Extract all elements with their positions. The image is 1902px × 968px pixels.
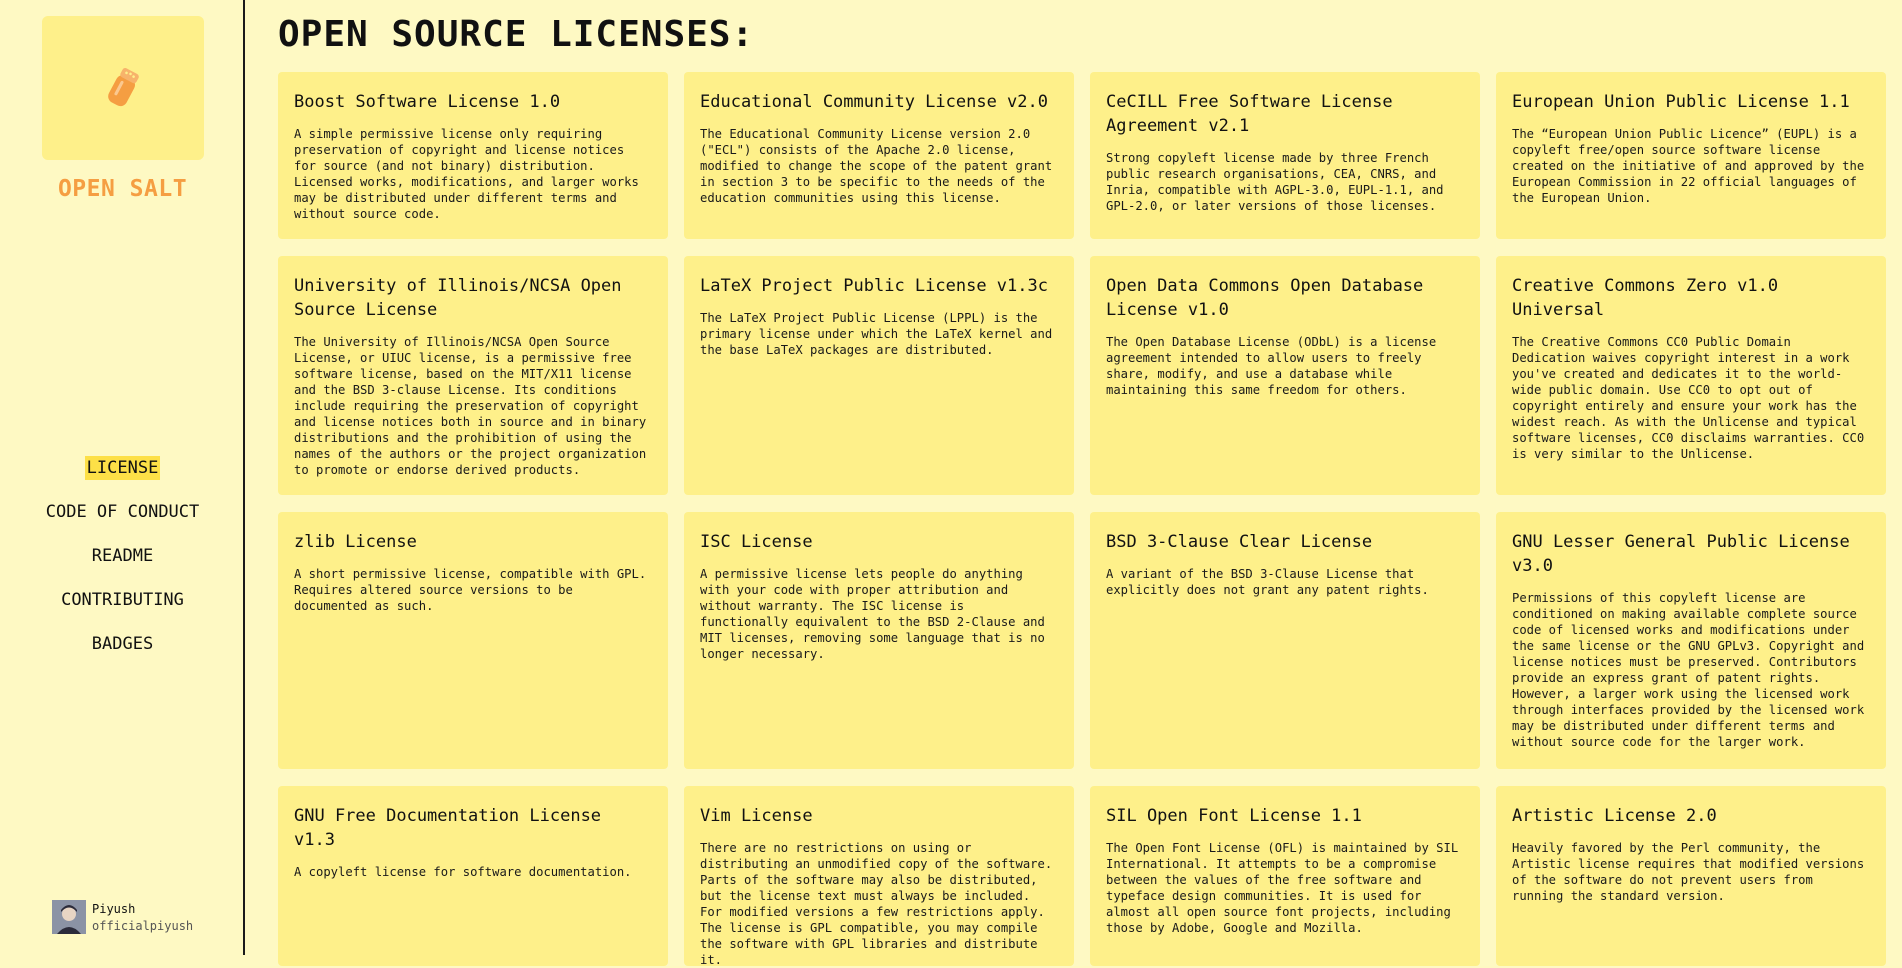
license-card[interactable] — [278, 72, 668, 239]
license-card[interactable] — [1496, 786, 1886, 966]
license-card[interactable] — [1496, 512, 1886, 769]
license-title: Vim License — [700, 806, 813, 826]
license-grid — [278, 72, 1886, 966]
user-avatar-icon — [52, 900, 86, 934]
license-title: LaTeX Project Public License v1.3c — [700, 276, 1048, 296]
license-description: Permissions of this copyleft license are conditioned on making available complete source code of licensed works and modifications under the same license or the GNU GPLv3. Copyright and license notices must be preserved. Contributors provide an express grant of patent rights. However, a larger work using the licensed work through interfaces provided by the licensed work may be distributed under different terms and without source code for the larger work. — [1512, 591, 1865, 749]
license-card[interactable] — [1496, 72, 1886, 239]
license-description: The Educational Community License version 2.0 ("ECL") consists of the Apache 2.0 license, modified to change the scope of the patent grant in section 3 to be specific to the needs of the education communities using this license. — [700, 127, 1053, 205]
nav-item-badges[interactable] — [0, 629, 245, 673]
nav-item-contributing[interactable] — [0, 585, 245, 629]
license-card[interactable] — [684, 256, 1074, 495]
license-card[interactable] — [684, 72, 1074, 239]
license-title: Open Data Commons Open Database License v1.0 — [1106, 276, 1424, 320]
nav-item-code-of-conduct[interactable] — [0, 497, 245, 541]
license-title: zlib License — [294, 532, 417, 552]
license-title: European Union Public License 1.1 — [1512, 92, 1850, 112]
sidebar — [0, 0, 245, 955]
license-description: A variant of the BSD 3-Clause License that explicitly does not grant any patent rights. — [1106, 567, 1429, 597]
license-description: A simple permissive license only requiring preservation of copyright and license notices for source (and not binary) distribution. Licensed works, modifications, and larger works may be distributed under different terms and without source code. — [294, 127, 639, 221]
license-card[interactable] — [1090, 786, 1480, 966]
license-card[interactable] — [278, 512, 668, 769]
brand-name: OPEN SALT — [57, 176, 188, 202]
user-name: Piyush — [92, 901, 136, 916]
nav-item-license[interactable] — [0, 453, 245, 497]
license-description: A short permissive license, compatible with GPL. Requires altered source versions to be documented as such. — [294, 567, 647, 613]
user-handle: officialpiyush — [92, 918, 194, 933]
logo[interactable] — [42, 16, 204, 160]
license-description: The “European Union Public Licence” (EUPL) is a copyleft free/open source software license created on the initiative of and approved by the European Commission in 22 official languages of the European Union. — [1512, 127, 1865, 205]
license-title: ISC License — [700, 532, 813, 552]
page-title: OPEN SOURCE LICENSES: — [278, 14, 755, 55]
license-card[interactable] — [684, 512, 1074, 769]
license-description: There are no restrictions on using or distributing an unmodified copy of the software. Parts of the software may also be distributed, but the license text must always be included. For modified versions a few restrictions apply. The license is GPL compatible, you may compile the software with GPL libraries and distribute it. — [700, 841, 1053, 967]
license-title: CeCILL Free Software License Agreement v2.1 — [1106, 92, 1393, 136]
license-card[interactable] — [1090, 72, 1480, 239]
license-card[interactable] — [1090, 512, 1480, 769]
license-card[interactable] — [1090, 256, 1480, 495]
license-title: GNU Free Documentation License v1.3 — [294, 806, 602, 850]
license-title: Creative Commons Zero v1.0 Universal — [1512, 276, 1779, 320]
nav-item-readme[interactable] — [0, 541, 245, 585]
nav-label: CONTRIBUTING — [61, 590, 184, 610]
license-card[interactable] — [278, 786, 668, 966]
license-title: University of Illinois/NCSA Open Source License — [294, 276, 622, 320]
license-description: Heavily favored by the Perl community, the Artistic license requires that modified versions of the software do not prevent users from running the standard version. — [1512, 841, 1865, 903]
nav-label: LICENSE — [86, 458, 159, 478]
license-description: A copyleft license for software documentation. — [294, 865, 632, 879]
license-description: A permissive license lets people do anything with your code with proper attribution and without warranty. The ISC license is functionally equivalent to the BSD 2-Clause and MIT licenses, removing some language that is no longer necessary. — [700, 567, 1045, 661]
license-description: The Open Database License (ODbL) is a license agreement intended to allow users to freely share, modify, and use a database while maintaining this same freedom for others. — [1106, 335, 1437, 397]
license-description: The University of Illinois/NCSA Open Source License, or UIUC license, is a permissive free software license, based on the MIT/X11 license and the BSD 3-clause License. Its conditions include requiring the preservation of copyright and license notices both in source and in binary distributions and the prohibition of using the names of the authors or the project organization to promote or endorse derived products. — [294, 335, 647, 477]
license-title: BSD 3-Clause Clear License — [1106, 532, 1373, 552]
license-description: The Open Font License (OFL) is maintained by SIL International. It attempts to be a compromise between the values of the free software and typeface design communities. It is used for almost all open source font projects, including those by Adobe, Google and Mozilla. — [1106, 841, 1459, 935]
nav-label: README — [91, 546, 154, 566]
license-description: The Creative Commons CC0 Public Domain Dedication waives copyright interest in a work you've created and dedicates it to the world-wide public domain. Use CC0 to opt out of copyright entirely and ensure your work has the widest reach. As with the Unlicense and typical software licenses, CC0 disclaims warranties. CC0 is very similar to the Unlicense. — [1512, 335, 1865, 461]
nav-label: BADGES — [91, 634, 154, 654]
license-title: GNU Lesser General Public License v3.0 — [1512, 532, 1850, 576]
license-title: Boost Software License 1.0 — [294, 92, 561, 112]
license-title: Educational Community License v2.0 — [700, 92, 1048, 112]
license-card[interactable] — [278, 256, 668, 495]
license-title: Artistic License 2.0 — [1512, 806, 1717, 826]
nav-label: CODE OF CONDUCT — [45, 502, 200, 522]
main-nav — [0, 453, 245, 673]
user-profile[interactable] — [52, 900, 193, 934]
license-description: The LaTeX Project Public License (LPPL) is the primary license under which the LaTeX kernel and the base LaTeX packages are distributed. — [700, 311, 1053, 357]
license-description: Strong copyleft license made by three French public research organisations, CEA, CNRS, and Inria, compatible with AGPL-3.0, EUPL-1.1, and GPL-2.0, or later versions of those licenses. — [1106, 151, 1444, 213]
license-card[interactable] — [1496, 256, 1886, 495]
salt-shaker-icon — [101, 64, 145, 112]
license-card[interactable] — [684, 786, 1074, 966]
license-title: SIL Open Font License 1.1 — [1106, 806, 1362, 826]
